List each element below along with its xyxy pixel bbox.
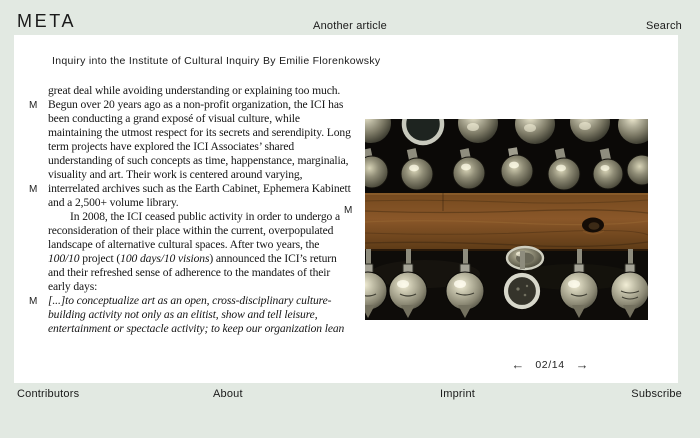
page-indicator: 02/14 xyxy=(535,359,565,371)
article-card xyxy=(14,35,678,383)
article-body xyxy=(29,84,358,336)
article-line: and a 2,500+ volume library. xyxy=(48,196,179,209)
margin-marker[interactable]: M xyxy=(29,184,38,195)
article-line: reconsideration of their place within the current, overpopulated xyxy=(48,224,334,237)
article-line: In 2008, the ICI ceased public activity in order to undergo a xyxy=(70,210,340,223)
article-line: M Begun over 20 years ago as a non-profit organization, the ICI has xyxy=(29,98,344,111)
article-line: building activity not only as an elitist, show and tell leisure, xyxy=(48,308,318,321)
article-line: M [...]to conceptualize art as an open, cross-disciplinary culture- xyxy=(29,294,332,307)
prev-arrow-icon[interactable]: ← xyxy=(511,357,525,372)
article-line: 100/10 project (100 days/10 visions) announced the ICI’s return xyxy=(48,252,337,265)
article-title: Inquiry into the Institute of Cultural Inquiry xyxy=(52,55,260,67)
footer-link-contributors[interactable]: Contributors xyxy=(17,388,80,400)
article-photo-typewriter-keys xyxy=(365,119,648,320)
article-line: visuality and art. Their work is centered around varying, xyxy=(48,168,303,181)
article-byline: By Emilie Florenkowsky xyxy=(263,55,381,67)
article-line: great deal while avoiding understanding or explaining too much. xyxy=(48,84,341,97)
pagination xyxy=(480,356,620,374)
search-link[interactable]: Search xyxy=(645,20,682,32)
article-line: term projects have explored the ICI Associates’ shared xyxy=(48,140,295,153)
footer-link-imprint[interactable]: Imprint xyxy=(440,388,476,400)
site-logo[interactable]: META xyxy=(17,11,77,31)
another-article-link[interactable]: Another article xyxy=(313,20,387,32)
footer-link-subscribe[interactable]: Subscribe xyxy=(631,388,682,400)
footer-link-about[interactable]: About xyxy=(213,388,243,400)
margin-marker[interactable]: M xyxy=(29,296,38,307)
article-line: entertainment or spectacle activity; to keep our organization lean xyxy=(48,322,345,335)
article-line: and their refreshed sense of adherence to the mandates of their xyxy=(48,266,331,279)
top-nav xyxy=(0,20,700,32)
article-line: maintaining the utmost respect for its secrets and serendipity. Long xyxy=(48,126,351,139)
article-line: landscape of alternative cultural spaces. After two years, the xyxy=(48,238,320,251)
article-line: early days: xyxy=(48,280,98,293)
article-line: understanding of such concepts as time, happenstance, marginalia, xyxy=(48,154,349,167)
article-line: M interrelated archives such as the Earth Cabinet, Ephemera Kabinett xyxy=(29,182,351,195)
margin-marker[interactable]: M xyxy=(29,100,38,111)
margin-marker-right[interactable]: M xyxy=(344,205,353,216)
article-line: been conducting a grand exposé of visual culture, while xyxy=(48,112,300,125)
next-arrow-icon[interactable]: → xyxy=(575,357,589,372)
